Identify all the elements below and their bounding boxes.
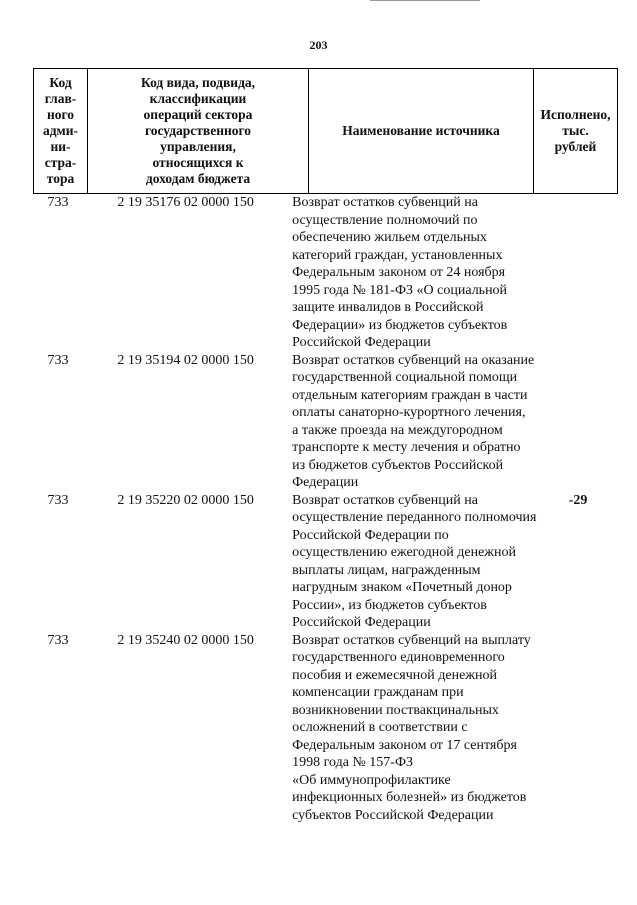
source-name-line: осуществлению ежегодной денежной <box>292 545 516 560</box>
header-class-code-line: относящихся к <box>152 155 244 170</box>
class-code-cell: 2 19 35240 02 0000 150 <box>117 632 254 648</box>
scan-edge-rule <box>370 0 480 1</box>
source-name-line: транспорте к месту лечения и обратно <box>292 440 521 455</box>
source-name-line: Российской Федерации <box>292 335 431 350</box>
source-name-line: 1998 года № 157-ФЗ <box>292 755 414 770</box>
header-class-code-line: операций сектора <box>143 107 253 122</box>
admin-code-cell: 733 <box>47 352 69 368</box>
source-name-line: выплаты лицам, награжденным <box>292 562 481 578</box>
table-row <box>33 352 617 492</box>
source-name-line: «Об иммунопрофилактике <box>292 772 451 788</box>
source-name-line: компенсации гражданам при <box>292 685 464 700</box>
amount-cell <box>539 632 617 825</box>
table-row <box>33 492 617 632</box>
source-name-line: из бюджетов субъектов Российской <box>292 457 504 473</box>
header-admin-code-line: тора <box>46 171 75 186</box>
source-name-cell <box>288 632 539 825</box>
header-admin-code-line: ни- <box>50 139 71 154</box>
source-name-line: Возврат остатков субвенций на выплату <box>292 632 531 648</box>
header-class-code <box>88 69 309 194</box>
source-name-line: Российской Федерации <box>292 615 431 630</box>
header-admin-code-line: ного <box>46 107 75 122</box>
header-admin-code <box>34 69 88 194</box>
source-name-line: нагрудным знаком «Почетный донор <box>292 580 512 595</box>
source-name-line: оплаты санаторно-курортного лечения, <box>292 405 526 420</box>
class-code-cell: 2 19 35220 02 0000 150 <box>117 492 254 508</box>
header-class-code-line: государственного <box>144 123 252 138</box>
source-name-cell <box>288 352 539 492</box>
header-admin-code-line: стра- <box>44 155 77 170</box>
class-code-cell: 2 19 35194 02 0000 150 <box>117 352 254 368</box>
header-admin-code-line: глав- <box>44 91 77 106</box>
source-name-line: государственной социальной помощи <box>292 370 518 385</box>
source-name-line: субъектов Российской Федерации <box>292 807 494 823</box>
source-name-line: России», из бюджетов субъектов <box>292 597 487 613</box>
source-name-line: пособия и ежемесячной денежной <box>292 667 497 683</box>
source-name-line: Российской Федерации по <box>292 527 449 543</box>
header-class-code-line: доходам бюджета <box>145 171 251 186</box>
source-name-line: Федеральным законом от 24 ноября <box>292 265 506 280</box>
source-name-line: Возврат остатков субвенций на <box>292 492 478 508</box>
source-name-cell <box>288 194 539 352</box>
source-name-line: отдельным категориям граждан в части <box>292 387 528 403</box>
header-class-code-line: классификации <box>149 91 247 106</box>
source-name-line: защите инвалидов в Российской <box>292 300 484 315</box>
table-body <box>33 194 617 824</box>
table-row <box>33 632 617 825</box>
source-name-line: осуществление полномочий по <box>292 212 478 228</box>
source-name-line: обеспечению жильем отдельных <box>292 230 487 245</box>
source-name-line: а также проезда на междугородном <box>292 422 503 438</box>
source-name-line: осуществление переданного полномочия <box>292 510 537 525</box>
source-name-line: Возврат остатков субвенций на <box>292 195 478 210</box>
header-amount <box>534 69 618 194</box>
header-admin-code-line: Код <box>49 75 72 90</box>
header-amount-line: Исполнено, <box>540 107 611 122</box>
source-name-line: Федерации» из бюджетов субъектов <box>292 317 508 333</box>
source-name-line: категорий граждан, установленных <box>292 247 503 263</box>
source-name-line: Федеральным законом от 17 сентября <box>292 737 517 753</box>
admin-code-cell: 733 <box>47 195 69 210</box>
admin-code-cell: 733 <box>47 492 69 508</box>
source-name-line: возникновении поствакцинальных <box>292 702 499 718</box>
amount-cell <box>539 194 617 352</box>
header-class-code-line: Код вида, подвида, <box>140 75 256 90</box>
source-name-line: осложнений в соответствии с <box>292 720 468 735</box>
table-header <box>33 68 618 194</box>
admin-code-cell: 733 <box>47 632 69 648</box>
header-admin-code-line: адми- <box>42 123 79 138</box>
source-name-cell <box>288 492 539 632</box>
source-name-line: Возврат остатков субвенций на оказание <box>292 352 535 368</box>
amount-cell <box>539 352 617 492</box>
page-number: 203 <box>309 38 328 52</box>
source-name-line: 1995 года № 181-ФЗ «О социальной <box>292 282 508 298</box>
header-amount-line: рублей <box>554 139 597 154</box>
amount-cell: -29 <box>568 492 588 508</box>
header-amount-line: тыс. <box>562 123 589 138</box>
header-class-code-line: управления, <box>160 139 236 154</box>
table-row <box>33 194 617 352</box>
class-code-cell: 2 19 35176 02 0000 150 <box>117 195 254 210</box>
source-name-line: государственного единовременного <box>292 650 505 665</box>
source-name-line: Федерации <box>292 475 359 490</box>
header-source-name: Наименование источника <box>309 69 534 194</box>
source-name-line: инфекционных болезней» из бюджетов <box>292 790 527 805</box>
